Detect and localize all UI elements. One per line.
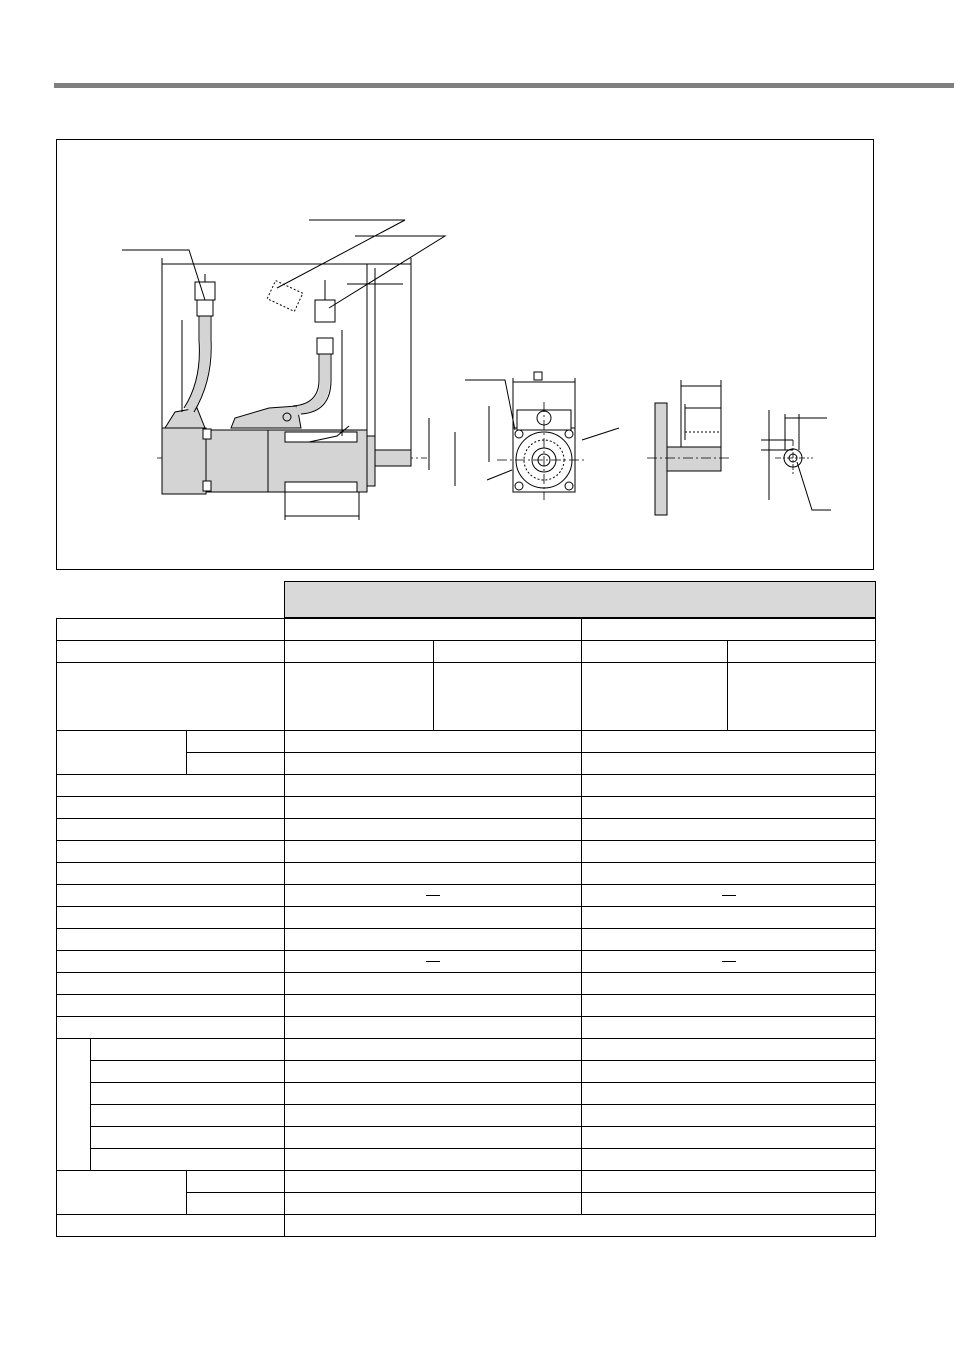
top-rule xyxy=(54,83,954,88)
not-applicable-mark xyxy=(426,961,440,962)
table-row xyxy=(57,907,876,929)
dimension-drawing xyxy=(57,140,875,571)
table-row xyxy=(57,1017,876,1039)
table-row xyxy=(57,841,876,863)
table-row xyxy=(57,885,876,907)
table-row xyxy=(57,819,876,841)
table-row xyxy=(57,775,876,797)
table-corner xyxy=(57,582,285,619)
table-row xyxy=(57,618,876,641)
table-row xyxy=(57,929,876,951)
table-row xyxy=(57,1105,876,1127)
table-row xyxy=(57,1149,876,1171)
shaft-view xyxy=(647,380,729,515)
not-applicable-mark xyxy=(722,895,736,896)
not-applicable-mark xyxy=(722,961,736,962)
table-row xyxy=(57,1061,876,1083)
table-row xyxy=(57,731,876,753)
table-row xyxy=(57,797,876,819)
shaft-end-view xyxy=(761,410,831,510)
table-header xyxy=(285,582,876,619)
table-row xyxy=(57,1171,876,1193)
table-row xyxy=(57,973,876,995)
dimension-drawing-frame xyxy=(56,139,874,570)
table-row xyxy=(57,995,876,1017)
table-row xyxy=(57,951,876,973)
table-row xyxy=(57,863,876,885)
table-row xyxy=(57,1083,876,1105)
table-row xyxy=(57,641,876,663)
front-view xyxy=(465,372,619,500)
not-applicable-mark xyxy=(426,895,440,896)
table-row xyxy=(57,1127,876,1149)
side-view xyxy=(122,220,455,520)
table-row xyxy=(57,663,876,731)
table-row xyxy=(57,1039,876,1061)
table-row xyxy=(57,1215,876,1237)
specification-table xyxy=(56,581,876,1237)
